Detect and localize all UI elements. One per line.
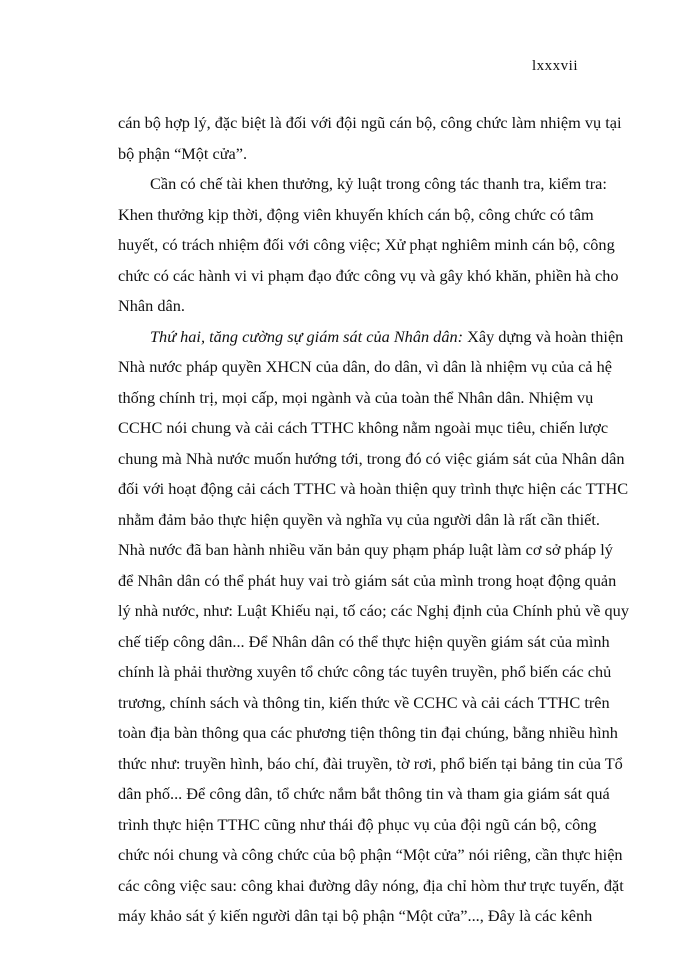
paragraph-3-line-10: lý nhà nước, như: Luật Khiếu nại, tố cáo; các Nghị định của Chính phủ về quy [118,601,629,620]
paragraph-3-line-16: dân phố... Để công dân, tổ chức nắm bắt thông tin và tham gia giám sát quá [118,784,610,803]
paragraph-3-line-18: chức nói chung và công chức của bộ phận “Một cửa” nói riêng, cần thực hiện [118,845,623,864]
paragraph-2-line-3: huyết, có trách nhiệm đối với công việc; Xử phạt nghiêm minh cán bộ, công [118,235,615,254]
paragraph-3-line-5: chung mà Nhà nước muốn hướng tới, trong đó có việc giám sát của Nhân dân [118,448,625,468]
paragraph-2-line-1: Cần có chế tài khen thưởng, kỷ luật trong công tác thanh tra, kiểm tra: [150,174,607,193]
paragraph-3-line-2: Nhà nước pháp quyền XHCN của dân, do dân, vì dân là nhiệm vụ của cả hệ [118,357,612,376]
paragraph-3-line-8: Nhà nước đã ban hành nhiều văn bản quy phạm pháp luật làm cơ sở pháp lý [118,540,613,559]
paragraph-3-lead-rest: Xây dựng và hoàn thiện [463,326,624,346]
paragraph-3-line-17: trình thực hiện TTHC cũng như thái độ phục vụ của đội ngũ cán bộ, công [118,814,597,834]
paragraph-3-line-12: chính là phải thường xuyên tổ chức công tác tuyên truyền, phổ biến các chủ [118,662,612,681]
paragraph-2-line-4: chức có các hành vi vi phạm đạo đức công vụ và gây khó khăn, phiền hà cho [118,265,619,285]
paragraph-2-line-2: Khen thưởng kịp thời, động viên khuyến khích cán bộ, công chức có tâm [118,204,594,224]
paragraph-3-line-14: toàn địa bàn thông qua các phương tiện thông tin đại chúng, bằng nhiều hình [118,723,618,742]
paragraph-1-line-2: bộ phận “Một cửa”. [118,143,248,163]
paragraph-3-first-line [118,322,624,353]
paragraph-3-line-11: chế tiếp công dân... Để Nhân dân có thể thực hiện quyền giám sát của mình [118,631,610,651]
paragraph-3-line-9: để Nhân dân có thể phát huy vai trò giám sát của mình trong hoạt động quản [118,570,617,590]
paragraph-1-line-1: cán bộ hợp lý, đặc biệt là đối với đội ngũ cán bộ, công chức làm nhiệm vụ tại [118,113,622,132]
paragraph-3-line-19: các công việc sau: công khai đường dây nóng, địa chỉ hòm thư trực tuyến, đặt [118,875,624,895]
paragraph-3-line-3: thống chính trị, mọi cấp, mọi ngành và của toàn thể Nhân dân. Nhiệm vụ [118,387,594,407]
page-number: lxxxvii [531,58,578,74]
paragraph-3-line-20: máy khảo sát ý kiến người dân tại bộ phận “Một cửa”..., Đây là các kênh [118,906,593,925]
paragraph-3-line-15: thức như: truyền hình, báo chí, đài truyền, tờ rơi, phổ biến tại bảng tin của Tổ [118,753,623,773]
paragraph-3-line-6: đối với hoạt động cải cách TTHC và hoàn thiện quy trình thực hiện các TTHC [118,479,629,498]
paragraph-3-line-4: CCHC nói chung và cải cách TTHC không nằm ngoài mục tiêu, chiến lược [118,418,609,437]
paragraph-2-line-5: Nhân dân. [118,296,185,315]
paragraph-3-line-13: trương, chính sách và thông tin, kiến thức về CCHC và cải cách TTHC trên [118,692,610,712]
paragraph-3-italic-lead: Thứ hai, tăng cường sự giám sát của Nhân dân: [150,326,464,346]
document-body [118,108,629,932]
paragraph-3-line-7: nhằm đảm bảo thực hiện quyền và nghĩa vụ của người dân là rất cần thiết. [118,509,600,529]
